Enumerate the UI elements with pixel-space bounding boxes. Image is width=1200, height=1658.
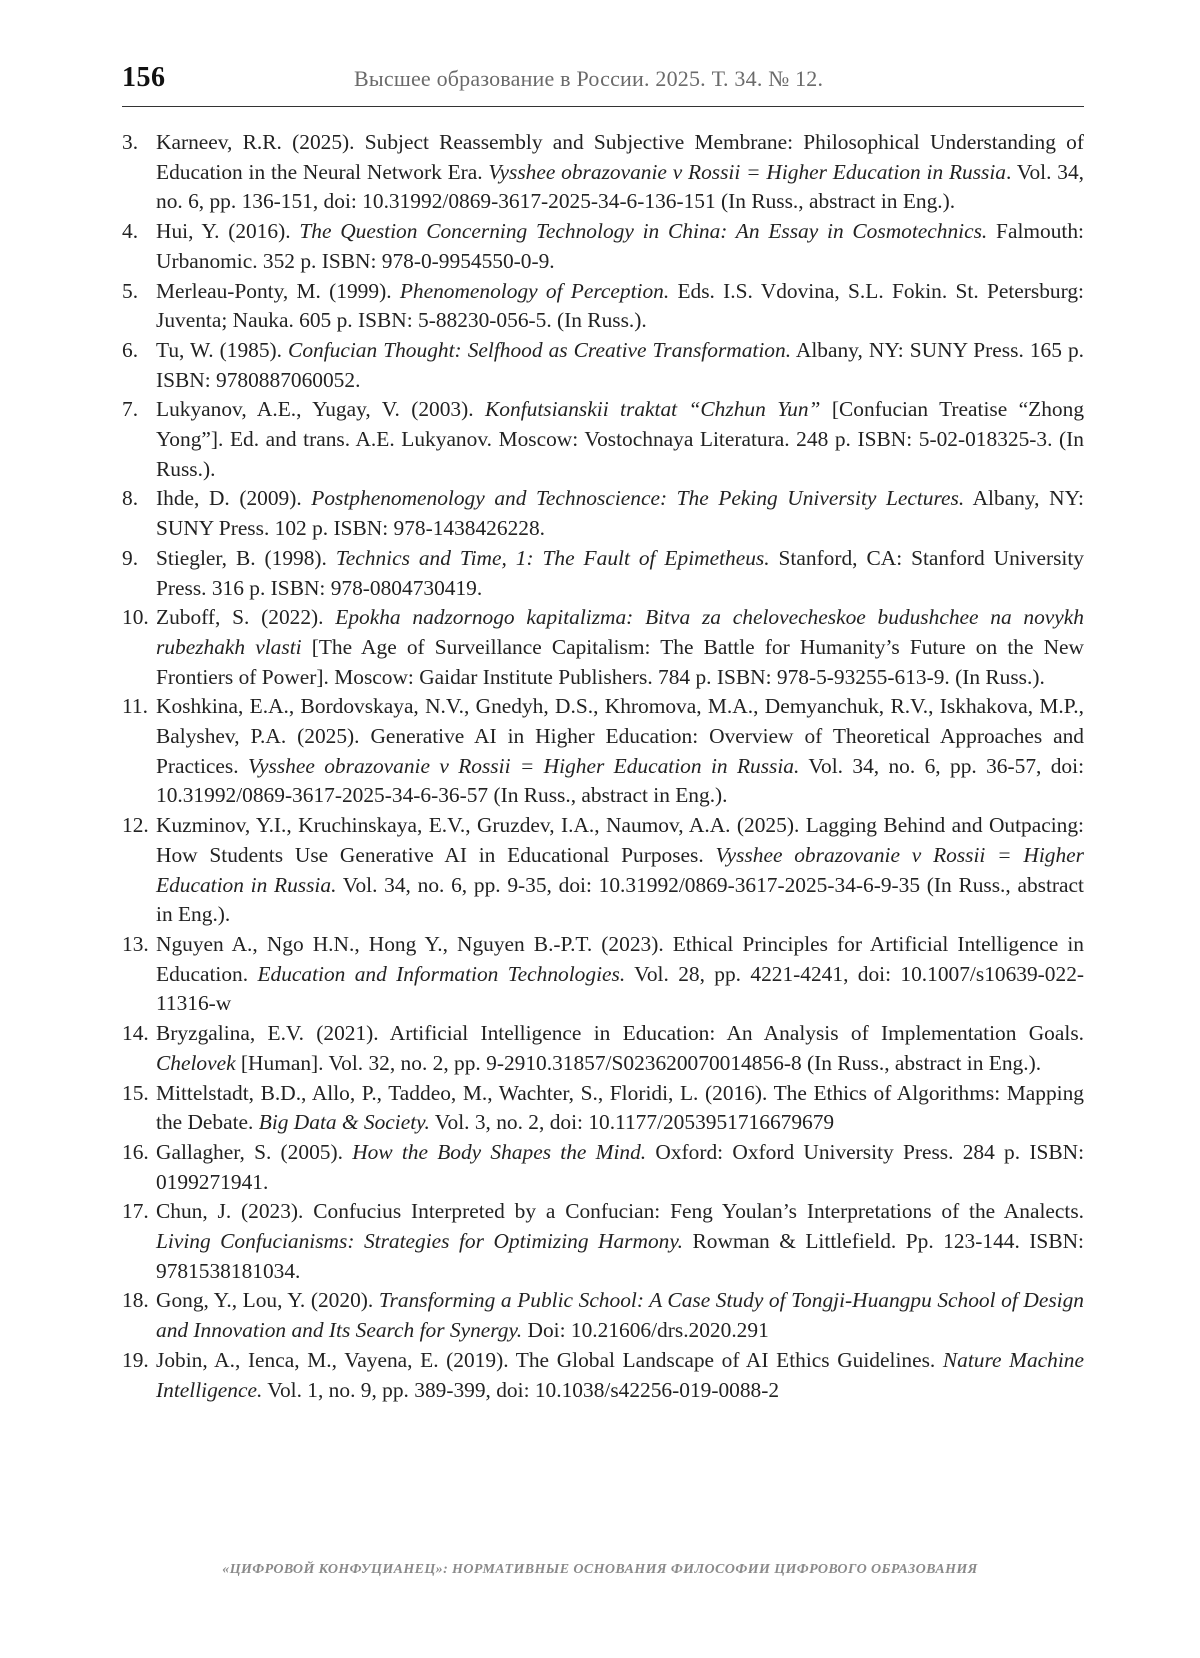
reference-number: 6.	[122, 337, 139, 362]
reference-text: Vol. 28, pp. 4221-4241, doi: 10.1007/s10639-022-11316-w	[156, 961, 1085, 1016]
reference-text: Tu, W. (1985).	[156, 337, 289, 362]
reference-source-title: Nature Machine Intelligence.	[156, 1347, 1084, 1402]
reference-text: Stiegler, B. (1998).	[156, 545, 336, 570]
reference-number: 4.	[122, 219, 139, 244]
reference-number: 7.	[122, 397, 139, 422]
reference-text: Doi: 10.21606/drs.2020.291	[522, 1318, 769, 1343]
reference-text: Hui, Y. (2016).	[156, 219, 300, 244]
reference-text: [The Age of Surveillance Capitalism: The Battle for Humanity’s Future on the New Frontiers of Power]. Moscow: Gaidar Institute Publishers. 784 p. ISBN: 978-5-93255-613-9. (In Russ.).	[156, 634, 1084, 689]
reference-item	[122, 544, 1084, 603]
reference-item	[122, 336, 1084, 395]
page-footer-running-title: «ЦИФРОВОЙ КОНФУЦИАНЕЦ»: НОРМАТИВНЫЕ ОСНОВАНИЯ ФИЛОСОФИИ ЦИФРОВОГО ОБРАЗОВАНИЯ	[222, 1562, 978, 1577]
reference-text: Zuboff, S. (2022).	[156, 605, 336, 630]
reference-item	[122, 811, 1084, 930]
reference-number: 5.	[122, 278, 139, 303]
reference-item	[122, 217, 1084, 276]
reference-number: 11.	[122, 694, 148, 719]
reference-text: [Confucian Treatise “Zhong Yong”]. Ed. and trans. A.E. Lukyanov. Moscow: Vostochnaya Literatura. 248 p. ISBN: 5-02-018325-3. (In Russ.).	[156, 397, 1085, 481]
reference-item	[122, 1286, 1084, 1345]
reference-number: 13.	[122, 931, 149, 956]
reference-list	[122, 128, 1084, 1405]
page-number: 156	[122, 62, 166, 93]
reference-number: 19.	[122, 1347, 149, 1372]
reference-text: Chun, J. (2023). Confucius Interpreted by a Confucian: Feng Youlan’s Interpretations of the Analects.	[156, 1199, 1084, 1224]
reference-item	[122, 484, 1084, 543]
reference-source-title: Transforming a Public School: A Case Study of Tongji-Huangpu School of Design and Innovation and Its Search for Synergy.	[156, 1288, 1084, 1343]
reference-number: 17.	[122, 1199, 149, 1224]
reference-text: . Vol. 34, no. 6, pp. 136-151, doi: 10.31992/0869-3617-2025-34-6-136-151 (In Russ., abstract in Eng.).	[156, 159, 1084, 214]
reference-number: 9.	[122, 545, 139, 570]
reference-text: [Human]. Vol. 32, no. 2, pp. 9-2910.31857/S023620070014856-8 (In Russ., abstract in Eng.).	[235, 1050, 1042, 1075]
page-header	[122, 62, 1084, 107]
reference-text: Vol. 1, no. 9, pp. 389-399, doi: 10.1038/s42256-019-0088-2	[262, 1377, 780, 1402]
reference-number: 15.	[122, 1080, 149, 1105]
reference-text: Gong, Y., Lou, Y. (2020).	[156, 1288, 379, 1313]
reference-text: Kuzminov, Y.I., Kruchinskaya, E.V., Gruzdev, I.A., Naumov, A.A. (2025). Lagging Behind and Outpacing: How Students Use Generative AI in Educational Purposes.	[156, 813, 1084, 867]
reference-item	[122, 1138, 1084, 1197]
reference-text: Albany, NY: SUNY Press. 102 p. ISBN: 978-1438426228.	[156, 486, 1084, 541]
reference-source-title: Vysshee obrazovanie v Rossii = Higher Education in Russia	[488, 159, 1006, 184]
reference-item	[122, 1079, 1084, 1138]
reference-source-title: Living Confucianisms: Strategies for Optimizing Harmony.	[156, 1229, 683, 1254]
reference-source-title: The Question Concerning Technology in China: An Essay in Cosmotechnics.	[299, 219, 988, 244]
reference-text: Vol. 34, no. 6, pp. 9-35, doi: 10.31992/0869-3617-2025-34-6-9-35 (In Russ., abstract in Eng.).	[156, 872, 1084, 927]
reference-source-title: Vysshee obrazovanie v Rossii = Higher Education in Russia.	[247, 753, 800, 778]
reference-text: Jobin, A., Ienca, M., Vayena, E. (2019). The Global Landscape of AI Ethics Guidelines.	[156, 1347, 943, 1372]
reference-item	[122, 1346, 1084, 1405]
reference-source-title: Technics and Time, 1: The Fault of Epimetheus.	[335, 545, 770, 570]
reference-item	[122, 692, 1084, 811]
reference-source-title: Postphenomenology and Technoscience: The Peking University Lectures.	[311, 486, 965, 511]
reference-source-title: Konfutsianskii traktat “Chzhun Yun”	[485, 397, 821, 422]
reference-source-title: Epokha nadzornogo kapitalizma: Bitva za chelovecheskoe budushchee na novykh rubezhakh vlasti	[156, 605, 1084, 659]
reference-text: Eds. I.S. Vdovina, S.L. Fokin. St. Petersburg: Juventa; Nauka. 605 p. ISBN: 5-88230-056-5. (In Russ.).	[156, 278, 1084, 333]
reference-number: 8.	[122, 486, 139, 511]
reference-text: Lukyanov, A.E., Yugay, V. (2003).	[156, 397, 486, 422]
reference-text: Albany, NY: SUNY Press. 165 p. ISBN: 9780887060052.	[156, 337, 1084, 392]
reference-text: Karneev, R.R. (2025). Subject Reassembly and Subjective Membrane: Philosophical Understanding of Education in the Neural Network Era.	[156, 130, 1084, 184]
reference-number: 14.	[122, 1021, 149, 1046]
reference-item	[122, 1019, 1084, 1078]
reference-text: Stanford, CA: Stanford University Press. 316 p. ISBN: 978-0804730419.	[156, 545, 1084, 600]
reference-number: 16.	[122, 1139, 149, 1164]
reference-item	[122, 277, 1084, 336]
reference-text: Merleau-Ponty, M. (1999).	[156, 278, 400, 303]
reference-source-title: Confucian Thought: Selfhood as Creative Transformation.	[288, 337, 792, 362]
reference-number: 3.	[122, 130, 139, 154]
reference-text: Ihde, D. (2009).	[156, 486, 312, 511]
reference-item	[122, 395, 1084, 484]
reference-text: Rowman & Littlefield. Pp. 123-144. ISBN: 9781538181034.	[156, 1229, 1084, 1283]
reference-item	[122, 930, 1084, 1019]
reference-text: Vol. 34, no. 6, pp. 36-57, doi: 10.31992/0869-3617-2025-34-6-36-57 (In Russ., abstract in Eng.).	[156, 753, 1085, 808]
reference-text: Koshkina, E.A., Bordovskaya, N.V., Gnedyh, D.S., Khromova, M.A., Demyanchuk, R.V., Iskhakova, M.P., Balyshev, P.A. (2025). Generative AI in Higher Education: Overview of Theoretical Approaches and Practices.	[156, 694, 1084, 778]
reference-text: Falmouth: Urbanomic. 352 p. ISBN: 978-0-9954550-0-9.	[156, 219, 1084, 273]
reference-source-title: Phenomenology of Perception.	[399, 278, 670, 303]
reference-text: Nguyen A., Ngo H.N., Hong Y., Nguyen B.-P.T. (2023). Ethical Principles for Artificial Intelligence in Education.	[156, 931, 1084, 986]
reference-source-title: Chelovek	[156, 1050, 236, 1075]
journal-running-head: Высшее образование в России. 2025. Т. 34. № 12.	[354, 66, 824, 91]
reference-number: 18.	[122, 1288, 149, 1313]
reference-text: Gallagher, S. (2005).	[156, 1139, 353, 1164]
reference-source-title: Education and Information Technologies.	[257, 961, 626, 986]
reference-text: Vol. 3, no. 2, doi: 10.1177/2053951716679679	[429, 1110, 835, 1135]
reference-number: 12.	[122, 813, 149, 838]
reference-text: Mittelstadt, B.D., Allo, P., Taddeo, M., Wachter, S., Floridi, L. (2016). The Ethics of Algorithms: Mapping the Debate.	[156, 1080, 1084, 1135]
reference-source-title: Vysshee obrazovanie v Rossii = Higher Education in Russia.	[156, 842, 1084, 897]
reference-text: Oxford: Oxford University Press. 284 p. ISBN: 0199271941.	[156, 1139, 1085, 1194]
reference-number: 10.	[122, 605, 149, 630]
reference-item	[122, 128, 1084, 217]
reference-source-title: Big Data & Society.	[258, 1110, 430, 1135]
reference-item	[122, 1197, 1084, 1286]
reference-item	[122, 603, 1084, 692]
reference-text: Bryzgalina, E.V. (2021). Artificial Intelligence in Education: An Analysis of Implementation Goals.	[156, 1021, 1084, 1046]
reference-source-title: How the Body Shapes the Mind.	[352, 1139, 647, 1164]
